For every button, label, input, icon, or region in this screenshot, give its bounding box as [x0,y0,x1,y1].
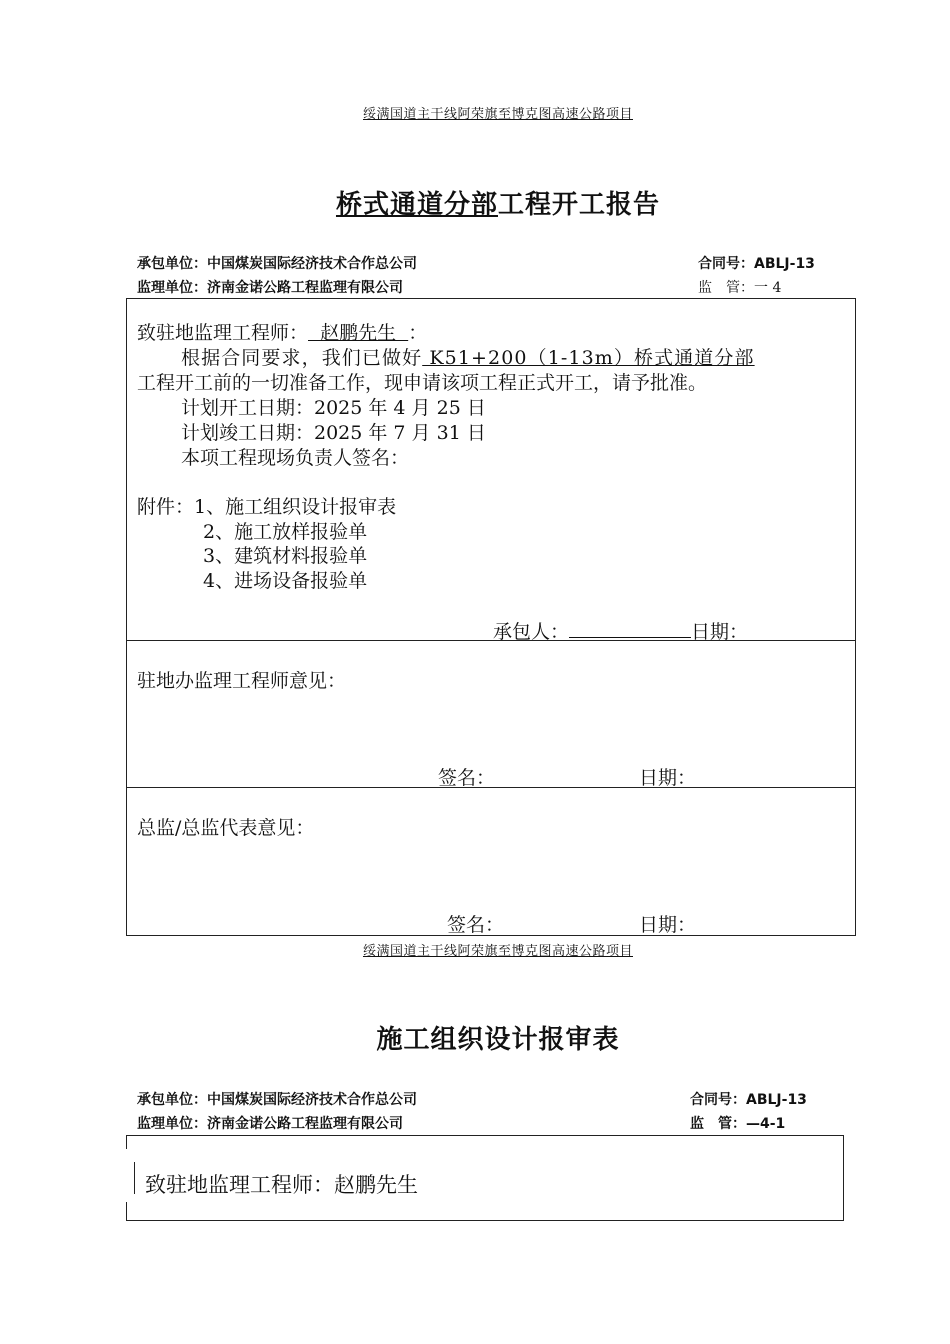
chief-supervisor-opinion: 总监/总监代表意见： [137,817,315,839]
contractor-row [137,1089,417,1109]
chief-sign-label: 签名： [447,914,505,936]
attachment-item: 1、施工组织设计报审表 [194,496,397,518]
chief-date-label: 日期： [639,914,697,936]
contractor-label: 承包单位： [137,256,207,272]
addressee-name: 赵鹏先生 [308,322,409,344]
attachment-item: 4、进场设备报验单 [203,570,368,592]
table-edge-bottom [126,1202,127,1221]
supervision-number: 监 管：一 4 [698,280,782,296]
planned-end-date: 计划竣工日期：2025 年 7 月 31 日 [181,422,486,444]
request-paragraph-line2: 工程开工前的一切准备工作，现申请该项工程正式开工，请予批准。 [137,372,708,394]
table-edge-top [126,1135,127,1149]
page-title-rest: 工程开工报告 [498,190,661,220]
project-header: 绥满国道主干线阿荣旗至博克图高速公路项目 [362,107,633,122]
addressee-label: 致驻地监理工程师： [137,322,309,344]
contract-number: 合同号：ABLJ-13 [690,1092,807,1108]
page-title-underlined: 桥式通道分部 [335,190,498,220]
form2-addressee: 致驻地监理工程师：赵鹏先生 [145,1173,418,1197]
contractor-name: 中国煤炭国际经济技术合作总公司 [207,256,417,272]
supervisor-row [137,1113,403,1133]
resident-date-label: 日期： [639,767,697,789]
contractor-name: 中国煤炭国际经济技术合作总公司 [207,1092,417,1108]
attachments-label: 附件： [137,496,195,518]
page-title [0,184,950,221]
supervisor-name: 济南金诺公路工程监理有限公司 [207,1116,403,1132]
signature-blank [569,623,691,638]
project-header: 绥满国道主干线阿荣旗至博克图高速公路项目 [362,944,633,959]
contract-number: 合同号：ABLJ-13 [698,256,815,272]
supervisor-label: 监理单位： [137,280,207,296]
contractor-row [137,253,417,273]
date-label: 日期： [691,621,749,643]
supervisor-label: 监理单位： [137,1116,207,1132]
text-cursor-bar [134,1162,135,1194]
attachment-item: 2、施工放样报验单 [203,521,368,543]
resident-sign-label: 签名： [438,767,496,789]
site-manager-signature: 本项工程现场负责人签名： [181,447,410,469]
contractor-label: 承包单位： [137,1092,207,1108]
addressee-colon: ： [408,322,428,344]
supervisor-row [137,277,403,297]
contractor-sign-label: 承包人： [493,621,570,643]
contractor-signature-row [493,617,748,644]
request-paragraph-line1 [137,343,847,370]
supervisor-name: 济南金诺公路工程监理有限公司 [207,280,403,296]
addressee-line [137,318,427,345]
project-item: K51+200（1-13m）桥式通道分部 [422,347,755,369]
attachments-first [137,492,396,519]
resident-engineer-opinion: 驻地办监理工程师意见： [137,670,347,692]
attachment-item: 3、建筑材料报验单 [203,545,368,567]
form-title: 施工组织设计报审表 [376,1025,620,1055]
planned-start-date: 计划开工日期：2025 年 4 月 25 日 [181,397,486,419]
supervision-number: 监 管：—4-1 [690,1116,786,1132]
request-intro: 根据合同要求，我们已做好 [181,347,423,369]
